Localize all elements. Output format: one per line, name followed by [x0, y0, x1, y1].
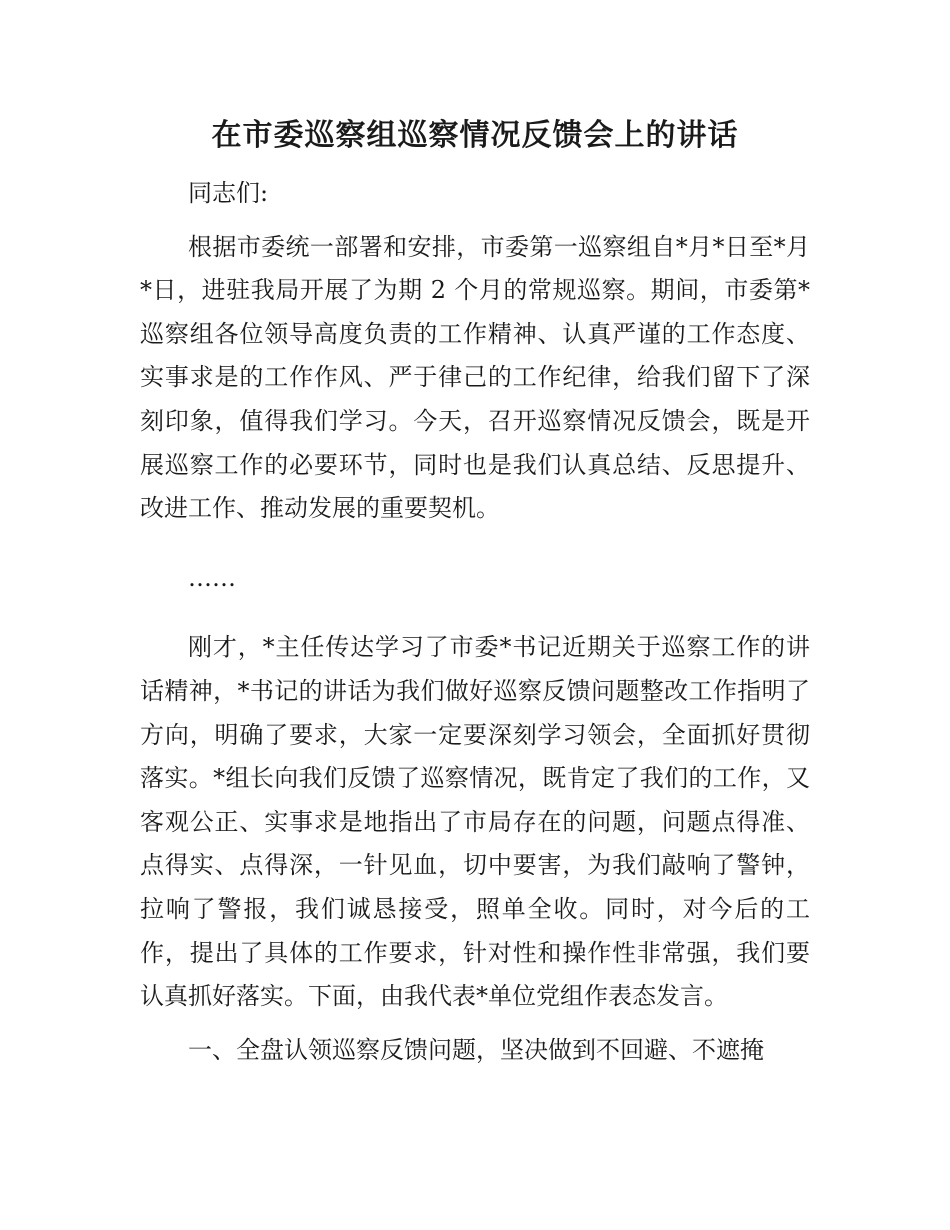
paragraph-ellipsis: ……	[188, 563, 236, 592]
paragraph-feedback-response: 刚才，*主任传达学习了市委*书记近期关于巡察工作的讲话精神，*书记的讲话为我们做好巡察反馈问题整改工作指明了方向，明确了要求，大家一定要深刻学习领会，全面抓好贯彻落实。*组长向我们反馈了巡察情况，既肯定了我们的工作，又客观公正、实事求是地指出了市局存在的问题，问题点得准、点得实、点得深，一针见血，切中要害，为我们敲响了警钟，拉响了警报，我们诚恳接受，照单全收。同时，对今后的工作，提出了具体的工作要求，针对性和操作性非常强，我们要认真抓好落实。下面，由我代表*单位党组作表态发言。	[140, 633, 810, 1011]
paragraph-introduction: 根据市委统一部署和安排，市委第一巡察组自*月*日至*月*日，进驻我局开展了为期 2 个月的常规巡察。期间，市委第*巡察组各位领导高度负责的工作精神、认真严谨的工作态度、实事求是的工作作风、严于律己的工作纪律，给我们留下了深刻印象，值得我们学习。今天，召开巡察情况反馈会，既是开展巡察工作的必要环节，同时也是我们认真总结、反思提升、改进工作、推动发展的重要契机。	[140, 232, 810, 523]
document-body	[140, 172, 810, 1072]
salutation: 同志们:	[188, 179, 269, 207]
document-title: 在市委巡察组巡察情况反馈会上的讲话	[211, 118, 739, 153]
section-heading-1: 一、全盘认领巡察反馈问题，坚决做到不回避、不遮掩	[188, 1035, 764, 1064]
